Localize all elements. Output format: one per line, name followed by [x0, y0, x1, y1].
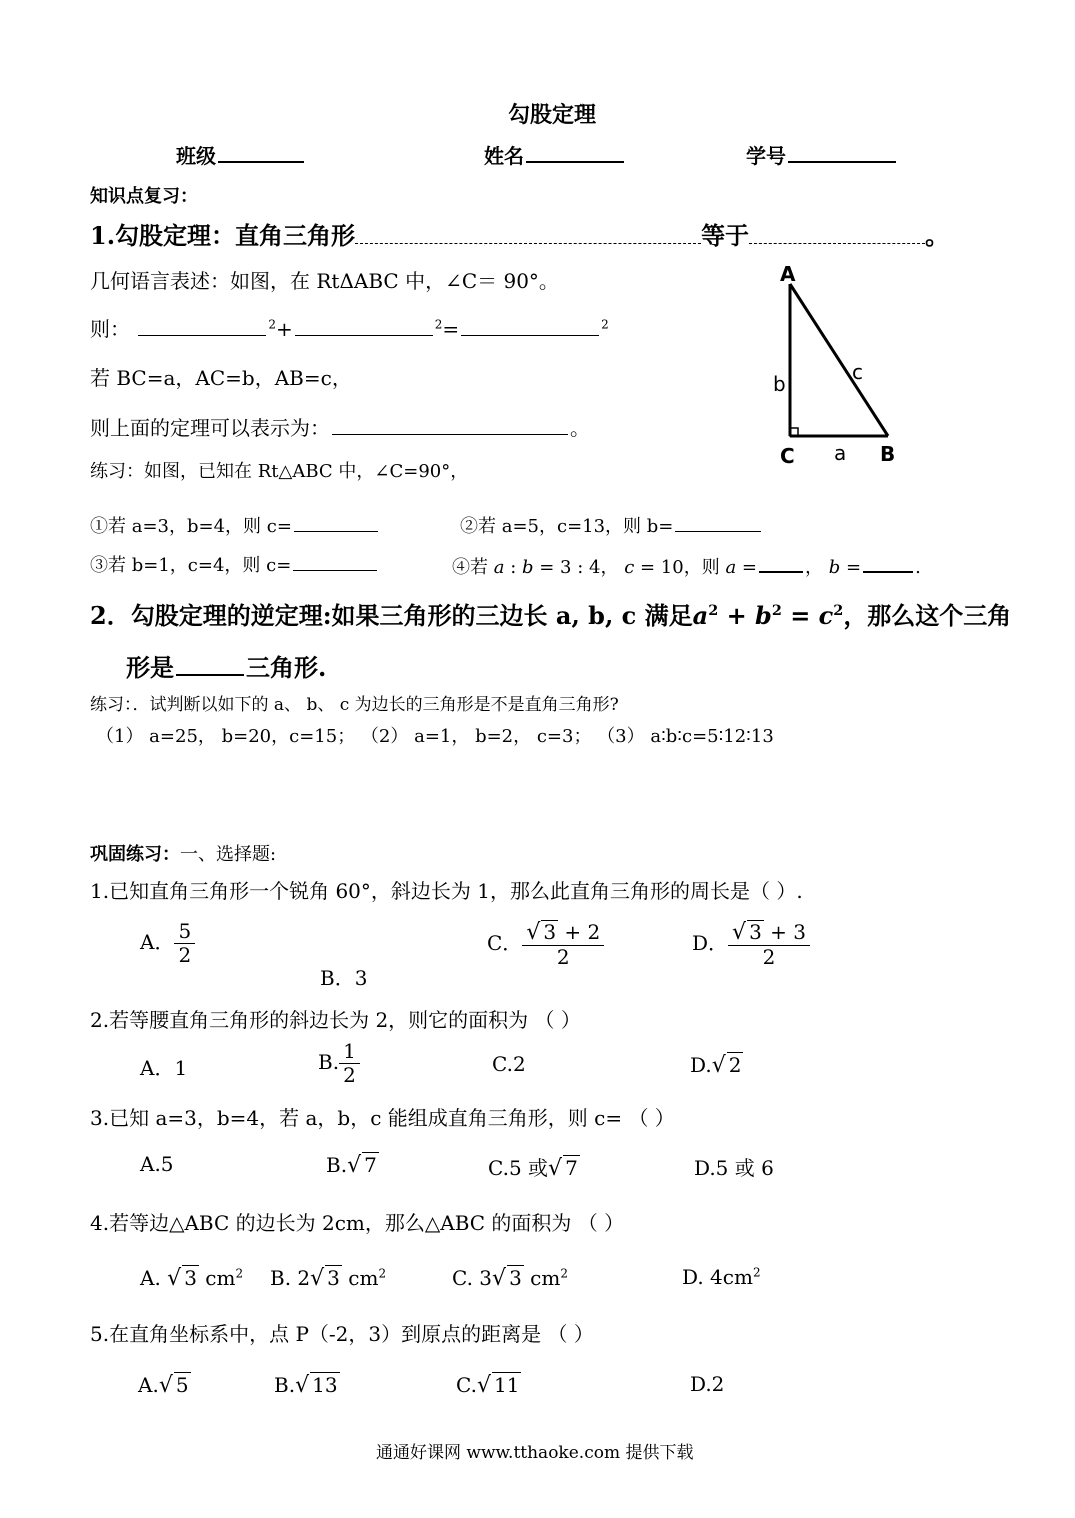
- q4-option-d[interactable]: D. $4cm^2$: [682, 1265, 761, 1289]
- practice2-text: 练习：．试判断以如下的 a、 b、 c 为边长的三角形是不是直角三角形?: [90, 695, 619, 715]
- exercise-2-text: ②若 a=5，c=13，则 b=: [460, 516, 674, 537]
- theorem-label: 1.勾股定理：直角三角形: [90, 221, 356, 250]
- exercise-1-text: ①若 a=3，b=4，则 c=: [90, 516, 292, 537]
- q2-option-d[interactable]: D.√ 2: [690, 1053, 742, 1078]
- q1-option-d[interactable]: D． $\frac{√ 3 + 3}{2}$: [692, 920, 810, 969]
- class-label: 班级: [176, 144, 216, 168]
- id-field: [746, 140, 898, 169]
- theorem-blank-2[interactable]: [749, 223, 925, 244]
- q2-option-a[interactable]: A．1: [140, 1056, 188, 1080]
- converse-line-1: [90, 596, 1011, 631]
- choice-section-title: 一、选择题:: [180, 844, 277, 865]
- fraction-sqrt3-plus-2: $\frac{√ 3 + 2}{2}$: [522, 920, 604, 969]
- expression-line: [90, 412, 590, 441]
- practice2-cases: （1） a=25， b=20，c=15； （2） a=1， b=2， c=3； （3） a∶b∶c=5∶12∶13: [96, 726, 774, 747]
- q3-option-d[interactable]: D.5 或 6: [694, 1156, 774, 1180]
- q4-option-b[interactable]: B. 2√ 3 $cm^2$: [270, 1266, 387, 1291]
- expression-end: 。: [570, 416, 590, 440]
- exercise-4-comma: ，: [600, 557, 619, 578]
- sides-line: 若 BC=a，AC=b，AB=c，: [90, 366, 352, 390]
- square-blank-1[interactable]: [138, 317, 266, 336]
- q3-option-b[interactable]: B.√ 7: [326, 1153, 377, 1178]
- converse-line2-post: 三角形.: [246, 653, 327, 682]
- exercise-4-pre: ④若: [452, 557, 488, 578]
- theorem-line: [90, 216, 949, 251]
- q2-option-b[interactable]: B. $\frac{1}{2}$: [318, 1040, 360, 1087]
- converse-formula: $a^2 + b^2 = c^2$: [692, 601, 844, 630]
- exercise-3: [90, 551, 379, 577]
- theorem-end: 。: [925, 221, 950, 250]
- exercise-3-text: ③若 b=1，c=4，则 c=: [90, 555, 292, 576]
- exercise-2-blank[interactable]: [675, 513, 761, 532]
- id-blank[interactable]: [788, 141, 896, 163]
- fraction-5-2: $\frac{5}{2}$: [174, 920, 195, 967]
- vertex-b-label: B: [880, 442, 896, 466]
- q1-option-c[interactable]: C． $\frac{√ 3 + 2}{2}$: [487, 920, 604, 969]
- exercise-3-blank[interactable]: [293, 552, 377, 571]
- c-equals-10: c = 10: [624, 557, 684, 578]
- fraction-sqrt3-plus-3: $\frac{√ 3 + 3}{2}$: [728, 920, 810, 969]
- square-blank-3[interactable]: [461, 317, 599, 336]
- class-blank[interactable]: [218, 141, 304, 163]
- converse-label: 2．勾股定理的逆定理:如果三角形的三边长 a, b, c 满足: [90, 601, 693, 630]
- exercise-4-sep: ，: [805, 557, 823, 578]
- q3-option-a[interactable]: A.5: [140, 1152, 174, 1176]
- question-1: 1.已知直角三角形一个锐角 60°，斜边长为 1，那么此直角三角形的周长是（ ）.: [90, 879, 803, 903]
- exercise-4-blank-a[interactable]: [759, 551, 803, 573]
- q2-option-c[interactable]: C.2: [492, 1052, 526, 1076]
- side-a-label: a: [834, 441, 847, 465]
- page-title: 勾股定理: [508, 102, 597, 128]
- exercise-4: ④若 a : b = 3 : 4， c = 10，则 a = ， b = .: [452, 551, 921, 579]
- name-blank[interactable]: [526, 141, 624, 163]
- class-field: [176, 140, 306, 169]
- q5-option-c[interactable]: C.√ 11: [456, 1373, 520, 1398]
- q1-option-b[interactable]: B．3: [320, 966, 368, 990]
- vertex-c-label: C: [780, 444, 795, 468]
- exercise-1-blank[interactable]: [294, 513, 378, 532]
- triangle-diagram: [770, 258, 910, 470]
- question-4: 4.若等边△ABC 的边长为 2cm，那么△ABC 的面积为 （ ）: [90, 1211, 625, 1235]
- review-heading: 知识点复习：: [90, 186, 198, 207]
- question-5: 5.在直角坐标系中，点 P（-2，3）到原点的距离是 （ ）: [90, 1322, 594, 1346]
- ratio-expression: a : b = 3 : 4: [493, 557, 601, 578]
- exercise-1: [90, 512, 380, 538]
- q4-option-c[interactable]: C. 3√ 3 $cm^2$: [452, 1266, 568, 1291]
- q1-option-a[interactable]: A． $\frac{5}{2}$: [140, 920, 195, 967]
- expression-label: 则上面的定理可以表示为：: [90, 416, 330, 440]
- theorem-mid: 等于: [701, 221, 750, 250]
- converse-line2-pre: 形是: [126, 653, 174, 682]
- name-label: 姓名: [484, 144, 524, 168]
- side-c-label: c: [852, 360, 863, 384]
- consolidate-heading: 巩固练习：: [90, 844, 180, 865]
- side-b-label: b: [773, 372, 786, 396]
- practice-intro: 练习：如图，已知在 Rt△ABC 中，∠C=90°，: [90, 461, 469, 482]
- converse-line-2: [126, 648, 326, 683]
- theorem-blank-1[interactable]: [355, 223, 701, 244]
- name-field: [484, 140, 626, 169]
- question-2: 2.若等腰直角三角形的斜边长为 2，则它的面积为 （ ）: [90, 1008, 581, 1032]
- converse-blank[interactable]: [176, 654, 244, 676]
- q4-option-a[interactable]: A. √ 3 $cm^2$: [140, 1266, 244, 1291]
- id-label: 学号: [746, 144, 786, 168]
- footer-text: 通通好课网 www.tthaoke.com 提供下载: [376, 1443, 694, 1463]
- vertex-a-label: A: [780, 262, 796, 286]
- expression-blank[interactable]: [332, 416, 568, 435]
- side-ab: [790, 284, 888, 436]
- question-3: 3.已知 a=3，b=4，若 a，b，c 能组成直角三角形，则 c= （ ）: [90, 1106, 675, 1130]
- q5-option-d[interactable]: D.2: [690, 1372, 725, 1396]
- converse-tail: ，那么这个三角: [843, 601, 1012, 630]
- q5-option-b[interactable]: B.√ 13: [274, 1373, 338, 1398]
- q3-option-c[interactable]: C.5 或√ 7: [488, 1156, 578, 1181]
- then-line: 则： $^2$+ $^2$= $^2$: [90, 317, 609, 341]
- exercise-2: [460, 512, 763, 538]
- consolidate-heading-line: [90, 840, 276, 866]
- geo-language-line: 几何语言表述：如图，在 RtΔABC 中，∠C＝ 90°。: [90, 269, 559, 293]
- square-blank-2[interactable]: [295, 317, 433, 336]
- q5-option-a[interactable]: A.√ 5: [138, 1373, 189, 1398]
- exercise-4-blank-b[interactable]: [863, 551, 913, 573]
- then-label: 则：: [90, 317, 130, 341]
- fraction-1-2: $\frac{1}{2}$: [339, 1040, 360, 1087]
- exercise-4-mid: ，则: [683, 557, 720, 578]
